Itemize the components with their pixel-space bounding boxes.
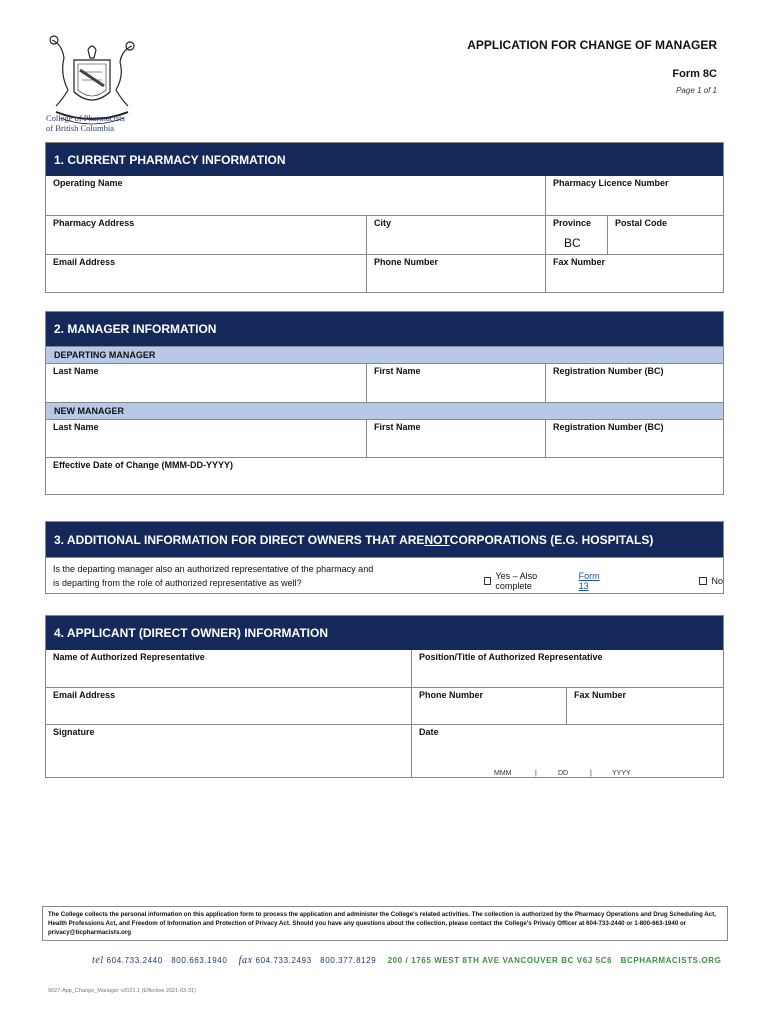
section-manager-information <box>45 311 724 495</box>
yes-checkbox[interactable]: Yes – Also complete Form 13 <box>484 571 612 591</box>
applicant-email-field[interactable]: Email Address <box>53 690 116 700</box>
province-field[interactable]: Province BC <box>545 216 607 254</box>
new-registration-field[interactable]: Registration Number (BC) <box>545 420 723 457</box>
representative-name-field[interactable]: Name of Authorized Representative <box>53 652 205 662</box>
section-2-title: 2. MANAGER INFORMATION <box>46 312 723 346</box>
new-last-name-field[interactable]: Last Name <box>53 422 99 432</box>
new-manager-heading: NEW MANAGER <box>46 402 723 419</box>
representative-title-field[interactable]: Position/Title of Authorized Representative <box>411 650 723 687</box>
college-name: College of Pharmacists of British Columbia <box>46 113 125 133</box>
section-current-pharmacy <box>45 142 724 293</box>
privacy-notice: The College collects the personal information on this application form to process the application and administer the College's related activities. The collection is authorized by the Pharmacy Operations and Drug Scheduling Act, Health Professions Act, and Freedom of Information and Protection of Privacy Act. Should you have any questions about the collection, please contact the College's Privacy Officer at 604-733-2440 or 1-800-663-1940 or privacy@bcpharmacists.org <box>42 906 728 941</box>
date-separator: | <box>535 770 537 777</box>
phone-field[interactable]: Phone Number <box>366 255 545 292</box>
postal-code-field[interactable]: Postal Code <box>607 216 723 254</box>
departing-registration-field[interactable]: Registration Number (BC) <box>545 364 723 402</box>
applicant-fax-field[interactable]: Fax Number <box>566 688 723 724</box>
departing-manager-heading: DEPARTING MANAGER <box>46 346 723 363</box>
date-separator: | <box>590 770 592 777</box>
fax-field[interactable]: Fax Number <box>545 255 723 292</box>
departing-last-name-field[interactable]: Last Name <box>53 366 99 376</box>
departing-first-name-field[interactable]: First Name <box>366 364 545 402</box>
section-3-title: 3. ADDITIONAL INFORMATION FOR DIRECT OWNERS THAT ARE NOT CORPORATIONS (E.G. HOSPITALS) <box>46 522 723 557</box>
contact-bar: tel 604.733.2440 800.663.1940 fax 604.733.2493 800.377.8129 200 / 1765 WEST 8TH AVE VANCOUVER BC V6J 5C6 BCPHARMACISTS.ORG <box>92 955 722 966</box>
form-title: APPLICATION FOR CHANGE OF MANAGER <box>467 38 717 52</box>
pharmacy-address-field[interactable]: Pharmacy Address <box>53 218 135 228</box>
section-applicant-information <box>45 615 724 778</box>
new-first-name-field[interactable]: First Name <box>366 420 545 457</box>
no-checkbox[interactable]: No <box>699 576 723 586</box>
email-field[interactable]: Email Address <box>53 257 116 267</box>
document-id: 9027-App_Change_Manager v2021.1 (Effective 2021-03-31) <box>48 988 196 994</box>
date-field[interactable]: Date MMM | DD | YYYY <box>411 725 723 777</box>
licence-number-field[interactable]: Pharmacy Licence Number <box>545 176 723 215</box>
yes-checkbox-box[interactable] <box>484 577 492 585</box>
operating-name-field[interactable]: Operating Name <box>53 178 123 188</box>
province-value: BC <box>564 236 581 250</box>
date-day-label: DD <box>558 770 569 777</box>
section-additional-information <box>45 521 724 594</box>
section-1-title: 1. CURRENT PHARMACY INFORMATION <box>46 143 723 176</box>
applicant-phone-field[interactable]: Phone Number <box>411 688 566 724</box>
no-checkbox-box[interactable] <box>699 577 707 585</box>
page-number: Page 1 of 1 <box>676 86 717 95</box>
representative-question: Is the departing manager also an authorized representative of the pharmacy and is departing from the role of authorized representative as well? <box>53 563 374 588</box>
date-month-label: MMM <box>494 770 512 777</box>
date-year-label: YYYY <box>612 770 631 777</box>
signature-field[interactable]: Signature <box>53 727 95 737</box>
form-13-link[interactable]: Form 13 <box>578 570 600 591</box>
section-4-title: 4. APPLICANT (DIRECT OWNER) INFORMATION <box>46 616 723 650</box>
city-field[interactable]: City <box>366 216 545 254</box>
form-number: Form 8C <box>672 68 717 80</box>
effective-date-field[interactable]: Effective Date of Change (MMM-DD-YYYY) <box>53 460 234 470</box>
